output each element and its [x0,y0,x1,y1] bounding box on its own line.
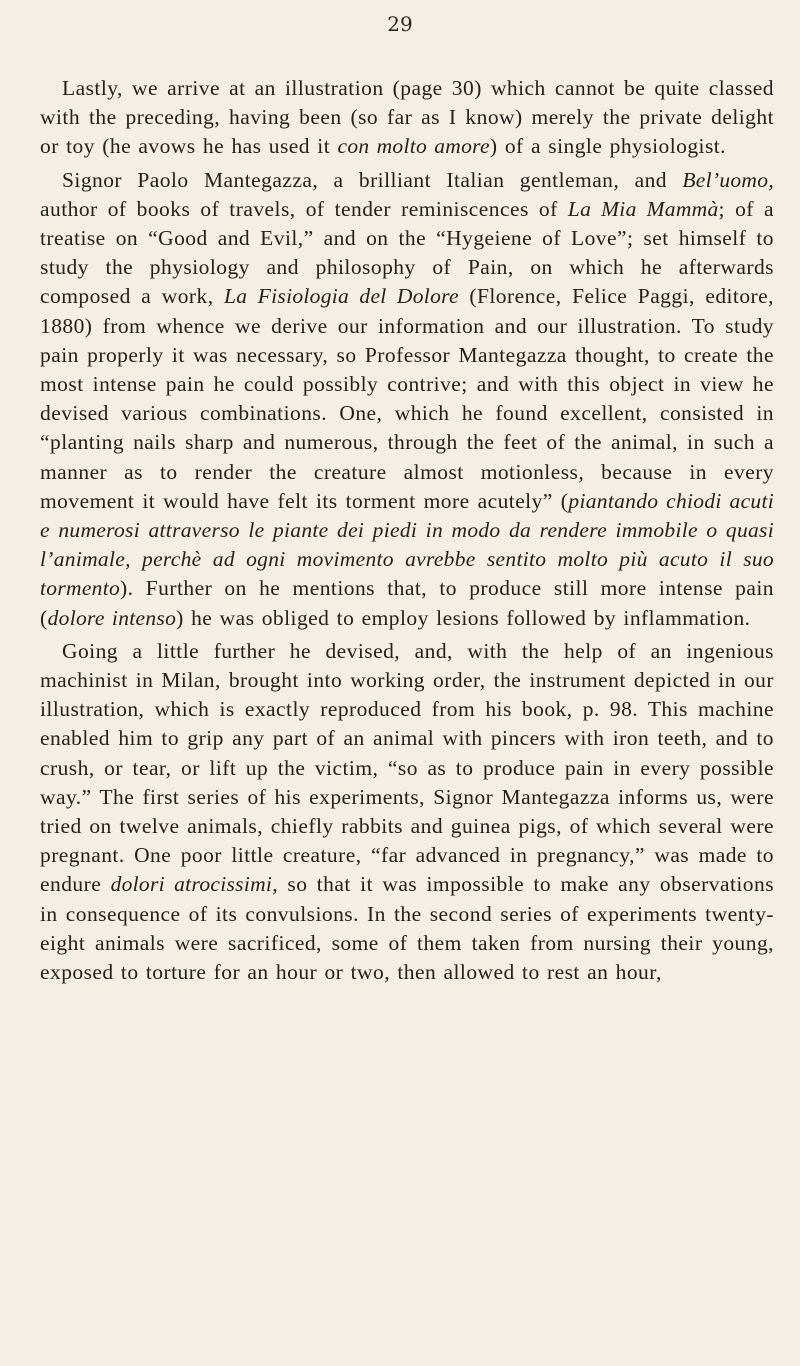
paragraph-1: Lastly, we arrive at an illustration (page 30) which cannot be quite classed with the preceding, having been (so far as I know) merely the private delight or toy (he avows he has used it con molto amore) of a single physiologist. [40,76,774,159]
paragraph-2: Signor Paolo Mantegazza, a brilliant Italian gentleman, and Bel’uomo, author of books of travels, of tender reminiscences of La Mia Mammà; of a treatise on “Good and Evil,” and on the “Hygeiene of Love”; set himself to study the physiology and philosophy of Pain, on which he afterwards composed a work, La Fisiologia del Dolore (Florence, Felice Paggi, editore, 1880) from whence we derive our information and our illustration. To study pain properly it was necessary, so Professor Mantegazza thought, to create the most intense pain he could possibly contrive; and with this object in view he devised various combinations. One, which he found excellent, consisted in “planting nails sharp and numerous, through the feet of the animal, in such a manner as to render the creature almost motionless, because in every movement it would have felt its torment more acutely” (piantando chiodi acuti e numerosi attraverso le piante dei piedi in modo da rendere immobile o quasi l’animale, perchè ad ogni movimento avrebbe sentito molto più acuto il suo tormento). Further on he mentions that, to produce still more intense pain (dolore intenso) he was obliged to employ lesions followed by inflammation. [40,167,775,630]
page-number: 29 [387,12,413,36]
paragraph-3: Going a little further he devised, and, with the help of an ingenious machinist in Milan, brought into working order, the instrument depicted in our illustration, which is exactly reproduced from his book, p. 98. This machine enabled him to grip any part of an animal with pincers with iron teeth, and to crush, or tear, or lift up the victim, “so as to produce pain in every possible way.” The first series of his experiments, Signor Mantegazza informs us, were tried on twelve animals, chiefly rabbits and guinea pigs, of which several were pregnant. One poor little creature, “far advanced in pregnancy,” was made to endure dolori atrocissimi, so that it was impossible to make any observations in consequence of its convulsions. In the second series of experiments twenty-eight animals were sacrificed, some of them taken from nursing their young, exposed to torture for an hour or two, then allowed to rest an hour, [40,638,775,985]
body-text [40,74,774,987]
